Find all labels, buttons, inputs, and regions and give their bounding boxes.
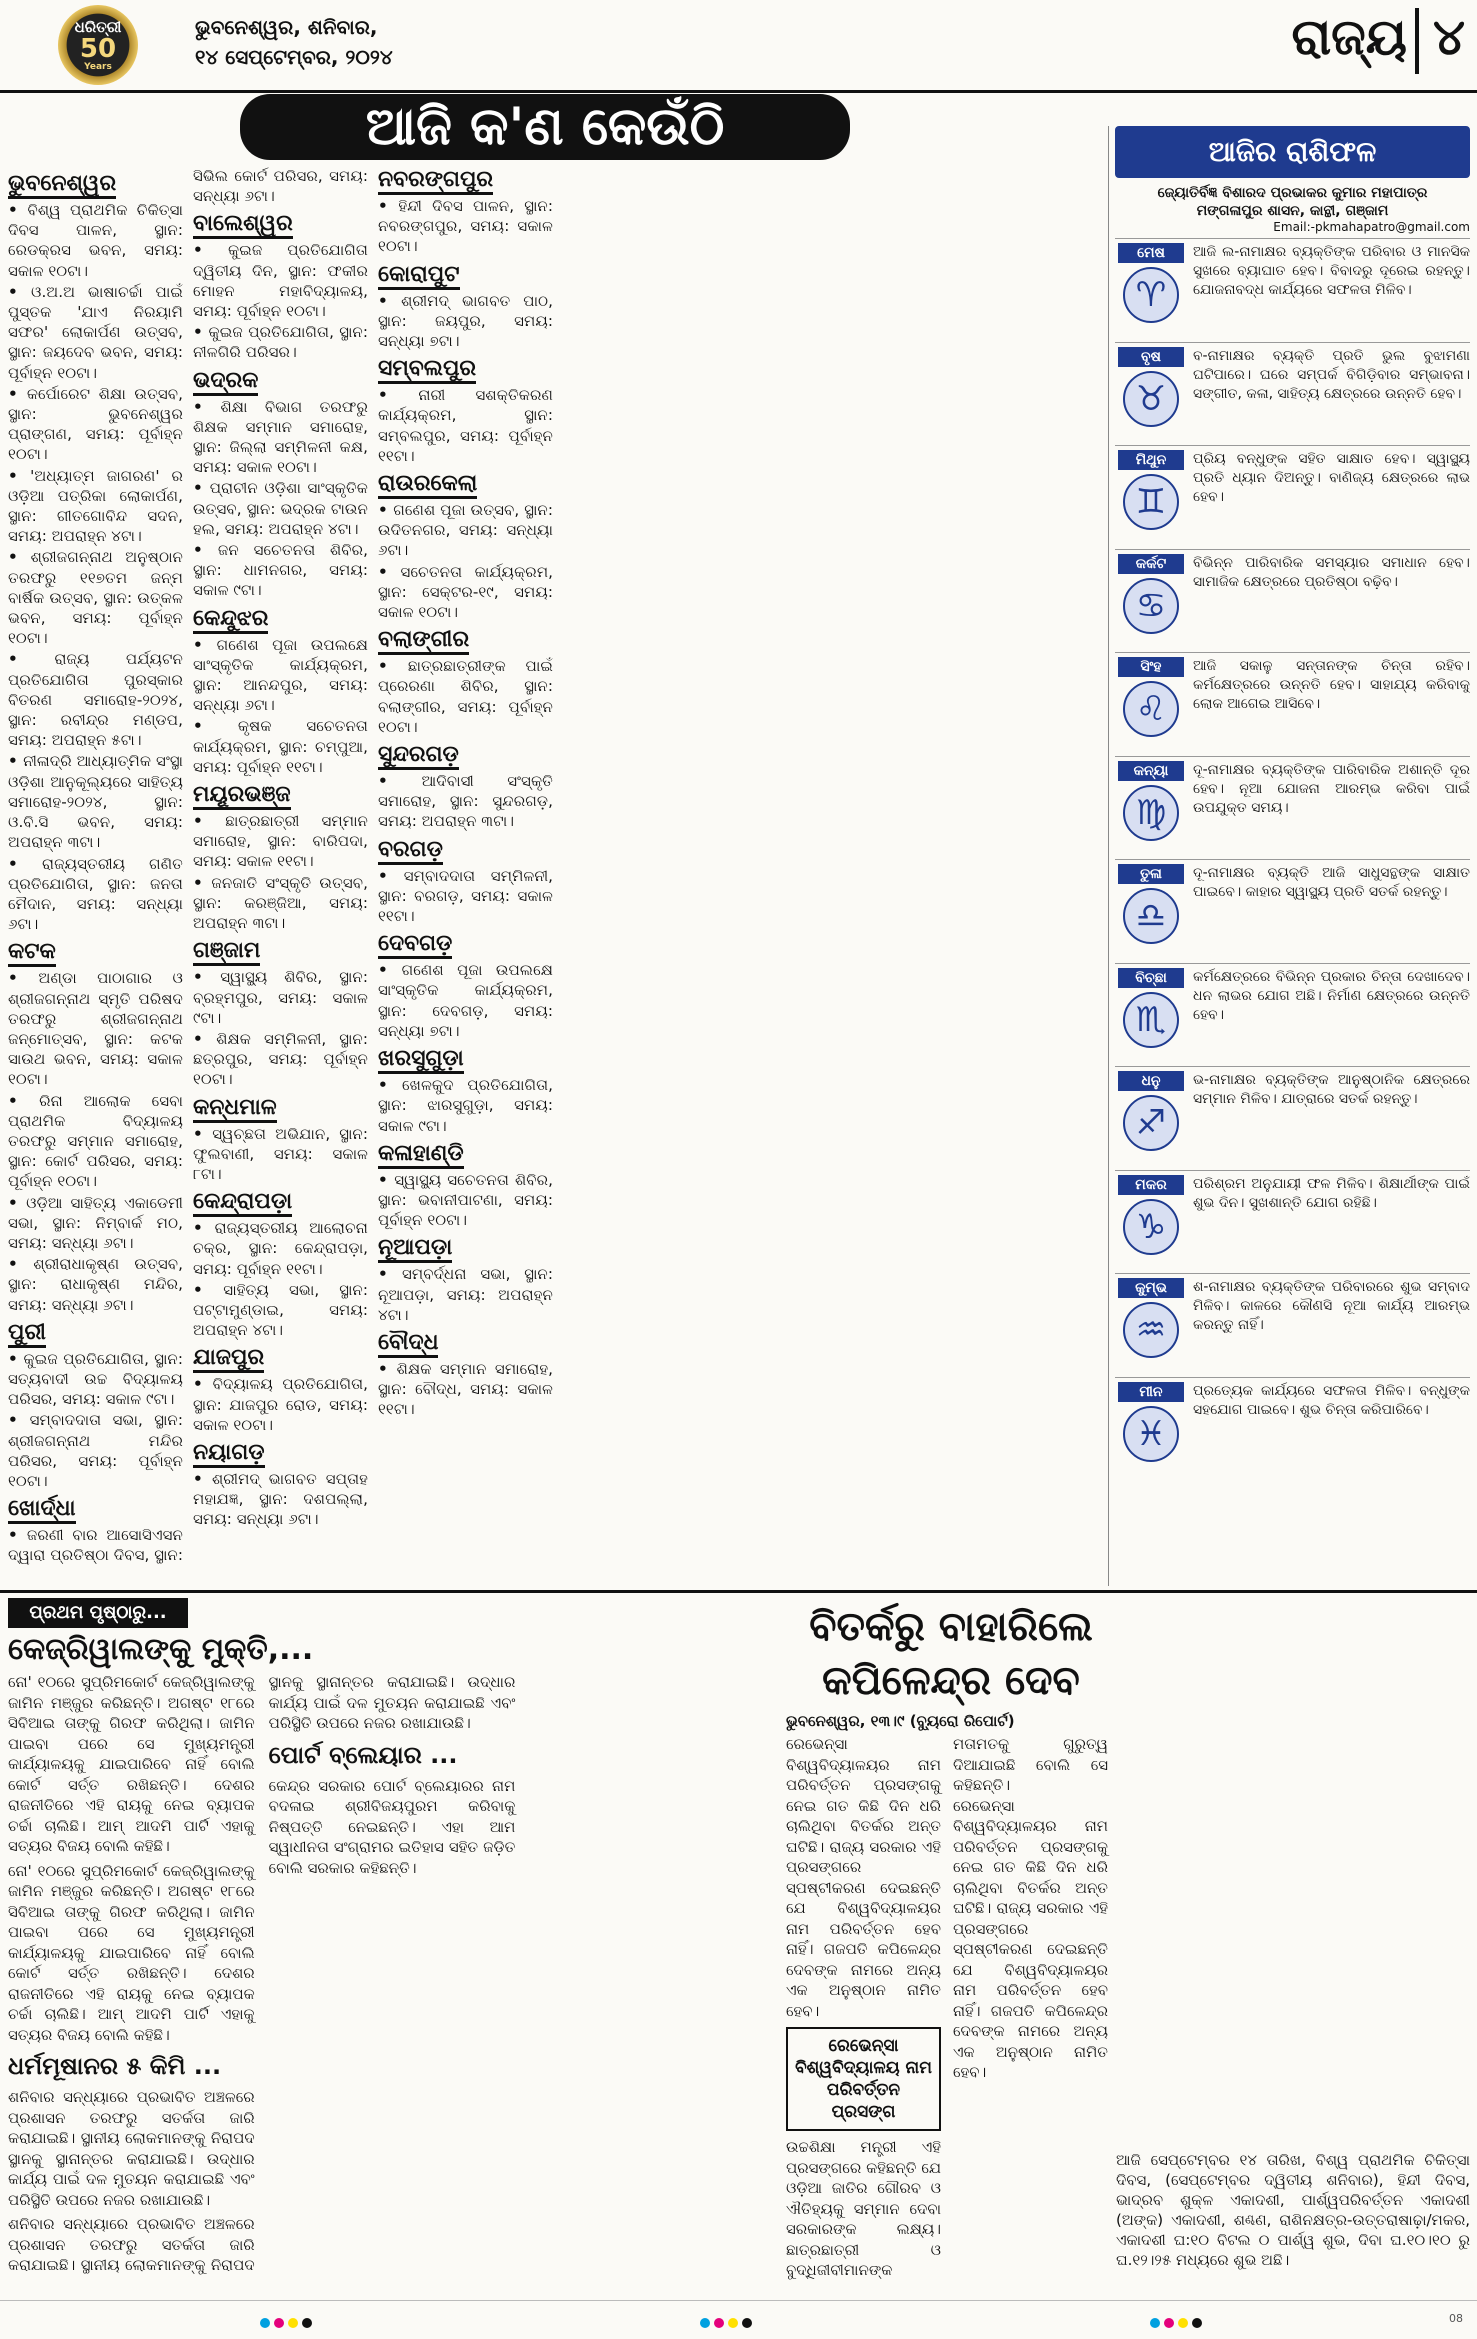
page-number: ୪ (1415, 8, 1465, 74)
sign-badge (1115, 761, 1187, 841)
event-entry: • ଓ.ଅ.ଅ ଭାଷାଚର୍ଚ୍ଚା ପାଇଁ ପୁସ୍ତକ 'ଯାଏ ନିରୟାମି ସଫର' ଲୋକାର୍ପଣ ଉତ୍ସବ, ସ୍ଥାନ: ଜୟଦେବ ଭବନ, ସମୟ: ପୂର୍ବାହ୍ନ ୧୦ଟା। (8, 282, 183, 383)
sign-name: ତୁଳା (1118, 864, 1184, 884)
zodiac-symbol-icon: ♌ (1123, 681, 1179, 737)
black-dot (302, 2318, 312, 2328)
sign-prediction: ଆଜି ସକାଳୁ ସନ୍ତାନଙ୍କ ଚିନ୍ତା ରହିବ। କର୍ମକ୍ଷେତ୍ରରେ ଉନ୍ନତି ହେବ। ସାହାଯ୍ୟ କରିବାକୁ ଲୋକ ଆଗେଇ ଆସିବେ। (1193, 658, 1470, 712)
registration-marks-center (700, 2318, 752, 2328)
city-heading (8, 1495, 183, 1523)
story2-headline (786, 1600, 1116, 1708)
city-name: କୋରାପୁଟ (378, 262, 460, 290)
story2-body (786, 1734, 1108, 2284)
sign-badge (1115, 1382, 1187, 1462)
zodiac-symbol-icon: ♎ (1123, 888, 1179, 944)
zodiac-sign-row (1115, 342, 1470, 446)
city-heading (378, 1329, 553, 1357)
event-entry: • ଶିକ୍ଷକ ସମ୍ମିଳନୀ, ସ୍ଥାନ: ଛତ୍ରପୁର, ସମୟ: ପୂର୍ବାହ୍ନ ୧୦ଟା। (193, 1029, 368, 1090)
magenta-dot (274, 2318, 284, 2328)
sign-name: ମୀନ (1118, 1382, 1184, 1402)
city-name: ବୌଦ୍ଧ (378, 1330, 438, 1358)
zodiac-sign-row (1115, 652, 1470, 756)
sign-name: କର୍କଟ (1118, 554, 1184, 574)
event-entry: • ଶିକ୍ଷକ ସମ୍ମାନ ସମାରୋହ, ସ୍ଥାନ: ବୌଦ୍ଧ, ସମୟ: ସକାଳ ୧୧ଟା। (378, 1359, 553, 1420)
horoscope-title: ଆଜିର ରାଶିଫଳ (1115, 126, 1470, 178)
city-heading (378, 1234, 553, 1262)
sign-prediction: ବିଭିନ୍ନ ପାରିବାରିକ ସମସ୍ୟାର ସମାଧାନ ହେବ। ସାମାଜିକ କ୍ଷେତ୍ରରେ ପ୍ରତିଷ୍ଠା ବଢ଼ିବ। (1193, 554, 1470, 590)
sign-badge (1115, 243, 1187, 323)
sign-badge (1115, 968, 1187, 1048)
sign-badge (1115, 1278, 1187, 1358)
city-heading (378, 1140, 553, 1168)
horoscope-author (1115, 184, 1470, 220)
lower-section-rule (0, 1590, 1477, 1593)
event-entry: • ଜରଣୀ ବାର ଆସୋସିଏସନ ଦ୍ୱାରା ପ୍ରତିଷ୍ଠା ଦିବସ, ସ୍ଥାନ: ସିଭିଲ କୋର୍ଟ ପରିସର, ସମୟ: ସନ୍ଧ୍ୟା ୬ଟା। (8, 166, 368, 1586)
dateline-date: ୧୪ ସେପ୍ଟେମ୍ବର, ୨୦୨୪ (195, 45, 393, 69)
event-entry: • ଗଣେଶ ପୂଜା ଉପଲକ୍ଷେ ସାଂସ୍କୃତିକ କାର୍ଯ୍ୟକ୍ରମ, ସ୍ଥାନ: ଦେବଗଡ଼, ସମୟ: ସନ୍ଧ୍ୟା ୭ଟା। (378, 960, 553, 1041)
story1-subhead: ଧର୍ମମୂଷାନର ୫ କିମି ... (8, 2052, 222, 2080)
event-entry: • କୁଇଜ ପ୍ରତିଯୋଗିତା ଦ୍ୱିତୀୟ ଦିନ, ସ୍ଥାନ: ଫକୀର ମୋହନ ମହାବିଦ୍ୟାଳୟ, ସମୟ: ପୂର୍ବାହ୍ନ ୧୦ଟା। (193, 240, 368, 321)
zodiac-symbol-icon: ♍ (1123, 785, 1179, 841)
city-name: ଯାଜପୁର (193, 1345, 264, 1373)
story2-paragraph: ରେଭେନ୍ସା ବିଶ୍ୱବିଦ୍ୟାଳୟର ନାମ ପରିବର୍ତ୍ତନ ପ୍ରସଙ୍ଗକୁ ନେଇ ଗତ କିଛି ଦିନ ଧରି ଚାଲିଥିବା ବିତର୍କର ଅନ୍ତ ଘଟିଛି। ରାଜ୍ୟ ସରକାର ଏହି ପ୍ରସଙ୍ଗରେ ସ୍ପଷ୍ଟୀକରଣ ଦେଇଛନ୍ତି ଯେ ବିଶ୍ୱବିଦ୍ୟାଳୟର ନାମ ପରିବର୍ତ୍ତନ ହେବ ନାହିଁ। ଗଜପତି କପିଳେନ୍ଦ୍ର ଦେବଙ୍କ ନାମରେ ଅନ୍ୟ ଏକ ଅନୁଷ୍ଠାନ ନାମିତ ହେବ। (953, 1796, 1108, 2081)
sign-badge (1115, 864, 1187, 944)
city-name: ଭଦ୍ରକ (193, 368, 258, 396)
event-entry: • ସ୍ୱାସ୍ଥ୍ୟ ଶିବିର, ସ୍ଥାନ: ବ୍ରହ୍ମପୁର, ସମୟ: ସକାଳ ୯ଟା। (193, 967, 368, 1028)
zodiac-symbol-icon: ♒ (1123, 1302, 1179, 1358)
city-name: କଟକ (8, 939, 56, 967)
zodiac-sign-row (1115, 859, 1470, 963)
city-name: ସମ୍ବଲପୁର (378, 356, 476, 384)
story2-headline-line1: ବିତର୍କରୁ ବାହାରିଲେ (809, 1604, 1093, 1650)
zodiac-symbol-icon: ♐ (1123, 1095, 1179, 1151)
event-entry: • 'ଅଧ୍ୟାତ୍ମ ଜାଗରଣ' ର ଓଡ଼ିଆ ପତ୍ରିକା ଲୋକାର୍ପଣ, ସ୍ଥାନ: ଗୀତଗୋବିନ୍ଦ ସଦନ, ସମୟ: ଅପରାହ୍ନ ୪ଟା। (8, 466, 183, 547)
cyan-dot (700, 2318, 710, 2328)
event-entry: • ସମ୍ବର୍ଦ୍ଧନା ସଭା, ସ୍ଥାନ: ନୂଆପଡ଼ା, ସମୟ: ଅପରାହ୍ନ ୪ଟା। (378, 1264, 553, 1325)
sign-name: ମିଥୁନ (1118, 450, 1184, 470)
zodiac-sign-row (1115, 1273, 1470, 1377)
story2-headline-line2: କପିଳେନ୍ଦ୍ର ଦେବ (822, 1658, 1080, 1704)
city-heading (193, 1344, 368, 1372)
city-name: ନବରଙ୍ଗପୁର (378, 167, 493, 195)
front-page-continuation-tag: ପ୍ରଥମ ପୃଷ୍ଠାରୁ... (8, 1598, 188, 1628)
events-listing (8, 166, 1108, 1586)
event-entry: • କୃଷକ ସଚେତନତା କାର୍ଯ୍ୟକ୍ରମ, ସ୍ଥାନ: ଚମ୍ପୁଆ, ସମୟ: ପୂର୍ବାହ୍ନ ୧୧ଟା। (193, 716, 368, 777)
event-entry: • ଶ୍ରୀରାଧାକୃଷ୍ଣ ଉତ୍ସବ, ସ୍ଥାନ: ରାଧାକୃଷ୍ଣ ମନ୍ଦିର, ସମୟ: ସନ୍ଧ୍ୟା ୬ଟା। (8, 1254, 183, 1315)
sign-prediction: ବ-ନାମାକ୍ଷର ବ୍ୟକ୍ତି ପ୍ରତି ଭୁଲ ବୁଝାମଣା ଘଟିପାରେ। ଘରେ ସମ୍ପର୍କ ବିଗିଡ଼ିବାର ସମ୍ଭାବନା। ସଙ୍ଗୀତ, କଳା, ସାହିତ୍ୟ କ୍ଷେତ୍ରରେ ଉନ୍ନତି ହେବ। (1193, 347, 1470, 402)
sign-prediction: ଆଜି ଲ-ନାମାକ୍ଷର ବ୍ୟକ୍ତିଙ୍କ ପରିବାର ଓ ମାନସିକ ସୁଖରେ ବ୍ୟାଘାତ ହେବ। ବିବାଦରୁ ଦୂରେଇ ରହନ୍ତୁ। ଯୋଜନାବଦ୍ଧ କାର୍ଯ୍ୟରେ ସଫଳତା ମିଳିବ। (1193, 244, 1470, 298)
event-entry: • ବିଦ୍ୟାଳୟ ପ୍ରତିଯୋଗିତା, ସ୍ଥାନ: ଯାଜପୁର ରୋଡ, ସମୟ: ସକାଳ ୧୦ଟା। (193, 1374, 368, 1435)
cyan-dot (1150, 2318, 1160, 2328)
zodiac-sign-row (1115, 238, 1470, 342)
zodiac-symbol-icon: ♓ (1123, 1406, 1179, 1462)
city-heading (378, 166, 553, 194)
logo-years: Years (84, 62, 112, 72)
event-entry: • ସାହିତ୍ୟ ସଭା, ସ୍ଥାନ: ପଟ୍ଟାମୁଣ୍ଡାଇ, ସମୟ: ଅପରାହ୍ନ ୪ଟା। (193, 1280, 368, 1341)
events-banner: ଆଜି କ'ଣ କେଉଁଠି (240, 94, 850, 160)
event-entry: • ନାରୀ ସଶକ୍ତିକରଣ କାର୍ଯ୍ୟକ୍ରମ, ସ୍ଥାନ: ସମ୍ବଲପୁର, ସମୟ: ପୂର୍ବାହ୍ନ ୧୧ଟା। (378, 385, 553, 466)
city-name: କେନ୍ଦୁଝର (193, 606, 268, 634)
event-entry: • ରାଜ୍ୟସ୍ତରୀୟ ଆଲୋଚନା ଚକ୍ର, ସ୍ଥାନ: କେନ୍ଦ୍ରାପଡ଼ା, ସମୟ: ପୂର୍ବାହ୍ନ ୧୧ଟା। (193, 1218, 368, 1279)
zodiac-sign-row (1115, 1377, 1470, 1481)
story2-highlight-box: ରେଭେନ୍ସା ବିଶ୍ୱବିଦ୍ୟାଳୟ ନାମ ପରିବର୍ତ୍ତନ ପ୍ରସଙ୍ଗ (786, 2027, 941, 2131)
event-entry: • ଶ୍ରୀମଦ୍ ଭାଗବତ ସପ୍ତାହ ମହାଯଜ୍ଞ, ସ୍ଥାନ: ଦଶପଲ୍ଲା, ସମୟ: ସନ୍ଧ୍ୟା ୬ଟା। (193, 1469, 368, 1530)
logo-brand: ଧରିତ୍ରୀ (74, 18, 122, 36)
city-heading (378, 355, 553, 383)
city-heading (193, 1188, 368, 1216)
zodiac-sign-row (1115, 1170, 1470, 1274)
sign-prediction: ପରିଶ୍ରମ ଅନୁଯାୟୀ ଫଳ ମିଳିବ। ଶିକ୍ଷାର୍ଥୀଙ୍କ ପାଇଁ ଶୁଭ ଦିନ। ସୁଖଶାନ୍ତି ଯୋଗ ରହିଛି। (1193, 1175, 1470, 1211)
sign-prediction: କର୍ମକ୍ଷେତ୍ରରେ ବିଭିନ୍ନ ପ୍ରକାର ଚିନ୍ତା ଦେଖାଦେବ। ଧନ ଲାଭର ଯୋଗ ଅଛି। ନିର୍ମାଣ କ୍ଷେତ୍ରରେ ଉନ୍ନତି ହେବ। (1193, 968, 1470, 1023)
story1-paragraph: ନୋ' ୧୦ରେ ସୁପ୍ରିମକୋର୍ଟ କେଜ୍ରିୱାଲଙ୍କୁ ଜାମିନ ମଞ୍ଜୁର କରିଛନ୍ତି। ଅଗଷ୍ଟ ୧୮ରେ ସିବିଆଇ ତାଙ୍କୁ ଗିରଫ କରିଥିଲା। ଜାମିନ ପାଇବା ପରେ ସେ ମୁଖ୍ୟମନ୍ତ୍ରୀ କାର୍ଯ୍ୟାଳୟକୁ ଯାଇପାରିବେ ନାହିଁ ବୋଲି କୋର୍ଟ ସର୍ତ୍ତ ରଖିଛନ୍ତି। ଦେଶର ରାଜନୀତିରେ ଏହି ରାୟକୁ ନେଇ ବ୍ୟାପକ ଚର୍ଚ୍ଚା ଚାଲିଛି। ଆମ୍ ଆଦମି ପାର୍ଟି ଏହାକୁ ସତ୍ୟର ବିଜୟ ବୋଲି କହିଛି। (8, 1673, 255, 1855)
sign-name: ଧନୁ (1118, 1071, 1184, 1091)
registration-marks-right (1150, 2318, 1202, 2328)
zodiac-sign-row (1115, 445, 1470, 549)
event-entry: • କୁଇଜ ପ୍ରତିଯୋଗିତା, ସ୍ଥାନ: ସତ୍ୟବାଦୀ ଉଚ୍ଚ ବିଦ୍ୟାଳୟ ପରିସର, ସମୟ: ସକାଳ ୯ଟା। (8, 1349, 183, 1410)
city-name: ବଲାଙ୍ଗୀର (378, 627, 469, 655)
story1-headline: କେଜ୍ରିୱାଲଙ୍କୁ ମୁକ୍ତି,... (8, 1632, 314, 1667)
registration-marks-left (260, 2318, 312, 2328)
event-entry: • ଶ୍ରୀମଦ୍ ଭାଗବତ ପାଠ, ସ୍ଥାନ: ଜୟପୁର, ସମୟ: ସନ୍ଧ୍ୟା ୭ଟା। (378, 291, 553, 352)
city-name: ବରଗଡ଼ (378, 837, 443, 865)
city-name: ଗଞ୍ଜାମ (193, 938, 260, 966)
event-entry: • ସ୍ୱଚ୍ଛତା ଅଭିଯାନ, ସ୍ଥାନ: ଫୁଲବାଣୀ, ସମୟ: ସକାଳ ୮ଟା। (193, 1124, 368, 1185)
cyan-dot (260, 2318, 270, 2328)
black-dot (742, 2318, 752, 2328)
story1-paragraph: ନୋ' ୧୦ରେ ସୁପ୍ରିମକୋର୍ଟ କେଜ୍ରିୱାଲଙ୍କୁ ଜାମିନ ମଞ୍ଜୁର କରିଛନ୍ତି। ଅଗଷ୍ଟ ୧୮ରେ ସିବିଆଇ ତାଙ୍କୁ ଗିରଫ କରିଥିଲା। ଜାମିନ ପାଇବା ପରେ ସେ ମୁଖ୍ୟମନ୍ତ୍ରୀ କାର୍ଯ୍ୟାଳୟକୁ ଯାଇପାରିବେ ନାହିଁ ବୋଲି କୋର୍ଟ ସର୍ତ୍ତ ରଖିଛନ୍ତି। ଦେଶର ରାଜନୀତିରେ ଏହି ରାୟକୁ ନେଇ ବ୍ୟାପକ ଚର୍ଚ୍ଚା ଚାଲିଛି। ଆମ୍ ଆଦମି ପାର୍ଟି ଏହାକୁ ସତ୍ୟର ବିଜୟ ବୋଲି କହିଛି। (8, 1861, 255, 2044)
event-entry: • ରାଜ୍ୟସ୍ତରୀୟ ଗଣିତ ପ୍ରତିଯୋଗିତା, ସ୍ଥାନ: ଜନତା ମୈଦାନ, ସମୟ: ସନ୍ଧ୍ୟା ୬ଟା। (8, 854, 183, 935)
story2-paragraph: ରେଭେନ୍ସା ବିଶ୍ୱବିଦ୍ୟାଳୟର ନାମ ପରିବର୍ତ୍ତନ ପ୍ରସଙ୍ଗକୁ ନେଇ ଗତ କିଛି ଦିନ ଧରି ଚାଲିଥିବା ବିତର୍କର ଅନ୍ତ ଘଟିଛି। ରାଜ୍ୟ ସରକାର ଏହି ପ୍ରସଙ୍ଗରେ ସ୍ପଷ୍ଟୀକରଣ ଦେଇଛନ୍ତି ଯେ ବିଶ୍ୱବିଦ୍ୟାଳୟର ନାମ ପରିବର୍ତ୍ତନ ହେବ ନାହିଁ। ଗଜପତି କପିଳେନ୍ଦ୍ର ଦେବଙ୍କ ନାମରେ ଅନ୍ୟ ଏକ ଅନୁଷ୍ଠାନ ନାମିତ ହେବ। (786, 1735, 941, 2020)
story2-paragraph: ଉଚ୍ଚଶିକ୍ଷା ମନ୍ତ୍ରୀ ଏହି ପ୍ରସଙ୍ଗରେ କହିଛନ୍ତି ଯେ ଓଡ଼ିଆ ଜାତିର ଗୌରବ ଓ ଐତିହ୍ୟକୁ ସମ୍ମାନ ଦେବା ସରକାରଙ୍କ ଲକ୍ଷ୍ୟ। ଛାତ୍ରଛାତ୍ରୀ ଓ ବୁଦ୍ଧିଜୀବୀମାନଙ୍କ ମତାମତକୁ ଗୁରୁତ୍ୱ ଦିଆଯାଇଛି ବୋଲି ସେ କହିଛନ୍ତି। (786, 1735, 1108, 2279)
zodiac-symbol-icon: ♉ (1123, 371, 1179, 427)
event-entry: • ଶ୍ରୀଜଗନ୍ନାଥ ଅନୁଷ୍ଠାନ ତରଫରୁ ୧୧୭ତମ ଜନ୍ମ ବାର୍ଷିକ ଉତ୍ସବ, ସ୍ଥାନ: ଉତ୍କଳ ଭବନ, ସମୟ: ପୂର୍ବାହ୍ନ ୧୦ଟା। (8, 547, 183, 648)
masthead-rule (0, 90, 1477, 93)
city-name: କନ୍ଧମାଳ (193, 1095, 277, 1123)
event-entry: • ପ୍ରାଚୀନ ଓଡ଼ିଶା ସାଂସ୍କୃତିକ ଉତ୍ସବ, ସ୍ଥାନ: ଭଦ୍ରକ ଟାଉନ ହଲ, ସମୟ: ଅପରାହ୍ନ ୪ଟା। (193, 478, 368, 539)
sign-badge (1115, 554, 1187, 634)
page-code: 08 (1449, 2312, 1463, 2325)
zodiac-symbol-icon: ♑ (1123, 1199, 1179, 1255)
event-entry: • ଗଣେଶ ପୂଜା ଉପଲକ୍ଷେ ସାଂସ୍କୃତିକ କାର୍ଯ୍ୟକ୍ରମ, ସ୍ଥାନ: ଆନନ୍ଦପୁର, ସମୟ: ସନ୍ଧ୍ୟା ୬ଟା। (193, 635, 368, 716)
author-email: Email:-pkmahapatro@gmail.com (1273, 220, 1470, 234)
masthead (0, 0, 1477, 92)
sign-name: ବିଚ୍ଛା (1118, 968, 1184, 988)
event-entry: • ସଚେତନତା କାର୍ଯ୍ୟକ୍ରମ, ସ୍ଥାନ: ସେକ୍ଟର-୧୯, ସମୟ: ସକାଳ ୧୦ଟା। (378, 562, 553, 623)
city-heading (193, 210, 368, 238)
logo-number: 50 (79, 34, 117, 64)
zodiac-symbol-icon: ♏ (1123, 992, 1179, 1048)
city-name: ନୂଆପଡ଼ା (378, 1235, 452, 1263)
zodiac-symbol-icon: ♊ (1123, 474, 1179, 530)
magenta-dot (1164, 2318, 1174, 2328)
city-heading (378, 626, 553, 654)
story1-paragraph: ଶନିବାର ସନ୍ଧ୍ୟାରେ ପ୍ରଭାବିତ ଅଞ୍ଚଳରେ ପ୍ରଶାସନ ତରଫରୁ ସତର୍କତା ଜାରି କରାଯାଇଛି। ସ୍ଥାନୀୟ ଲୋକମାନଙ୍କୁ ନିରାପଦ ସ୍ଥାନକୁ ସ୍ଥାନାନ୍ତର କରାଯାଇଛି। ଉଦ୍ଧାର କାର୍ଯ୍ୟ ପାଇଁ ଦଳ ମୁତୟନ କରାଯାଇଛି ଏବଂ ପରିସ୍ଥିତି ଉପରେ ନଜର ରଖାଯାଉଛି। (8, 2088, 255, 2209)
city-heading (8, 170, 183, 198)
event-entry: • ଛାତ୍ରଛାତ୍ରୀ ସମ୍ମାନ ସମାରୋହ, ସ୍ଥାନ: ବାରିପଦା, ସମୟ: ସକାଳ ୧୧ଟା। (193, 811, 368, 872)
sign-name: ମକର (1118, 1175, 1184, 1195)
city-name: ରାଉରକେଲା (378, 471, 477, 499)
city-heading (378, 930, 553, 958)
anniversary-emblem (58, 5, 138, 85)
zodiac-sign-row (1115, 549, 1470, 653)
zodiac-sign-row (1115, 963, 1470, 1067)
city-heading (378, 261, 553, 289)
newspaper-logo (8, 4, 188, 86)
footer-rule (0, 2300, 1477, 2301)
event-entry: • ସମ୍ବାଦଦାତା ସଭା, ସ୍ଥାନ: ଶ୍ରୀଜଗନ୍ନାଥ ମନ୍ଦିର ପରିସର, ସମୟ: ପୂର୍ବାହ୍ନ ୧୦ଟା। (8, 1410, 183, 1491)
story1-paragraph: ଶନିବାର ସନ୍ଧ୍ୟାରେ ପ୍ରଭାବିତ ଅଞ୍ଚଳରେ ପ୍ରଶାସନ ତରଫରୁ ସତର୍କତା ଜାରି କରାଯାଇଛି। ସ୍ଥାନୀୟ ଲୋକମାନଙ୍କୁ ନିରାପଦ ସ୍ଥାନକୁ ସ୍ଥାନାନ୍ତର କରାଯାଇଛି। ଉଦ୍ଧାର କାର୍ଯ୍ୟ ପାଇଁ ଦଳ ମୁତୟନ କରାଯାଇଛି ଏବଂ ପରିସ୍ଥିତି ଉପରେ ନଜର ରଖାଯାଉଛି। (8, 1673, 516, 2274)
sign-prediction: ପ୍ରିୟ ବନ୍ଧୁଙ୍କ ସହିତ ସାକ୍ଷାତ ହେବ। ସ୍ୱାସ୍ଥ୍ୟ ପ୍ରତି ଧ୍ୟାନ ଦିଅନ୍ତୁ। ବାଣିଜ୍ୟ କ୍ଷେତ୍ରରେ ଲାଭ ହେବ। (1193, 451, 1470, 505)
sign-prediction: ପ୍ରତ୍ୟେକ କାର୍ଯ୍ୟରେ ସଫଳତା ମିଳିବ। ବନ୍ଧୁଙ୍କ ସହଯୋଗ ପାଇବେ। ଶୁଭ ଚିନ୍ତା କରିପାରିବେ। (1193, 1382, 1470, 1418)
sign-prediction: ଭ-ନାମାକ୍ଷର ବ୍ୟକ୍ତିଙ୍କ ଆନୁଷ୍ଠାନିକ କ୍ଷେତ୍ରରେ ସମ୍ମାନ ମିଳିବ। ଯାତ୍ରାରେ ସତର୍କ ରହନ୍ତୁ। (1193, 1072, 1470, 1107)
city-heading (8, 938, 183, 966)
event-entry: • ସ୍ୱାସ୍ଥ୍ୟ ସଚେତନତା ଶିବିର, ସ୍ଥାନ: ଭବାନୀପାଟଣା, ସମୟ: ପୂର୍ବାହ୍ନ ୧୦ଟା। (378, 1170, 553, 1231)
black-dot (1192, 2318, 1202, 2328)
magenta-dot (714, 2318, 724, 2328)
sign-name: କୁମ୍ଭ (1118, 1278, 1184, 1298)
city-name: ଖରସୁଗୁଡ଼ା (378, 1046, 464, 1074)
sign-name: ମେଷ (1118, 243, 1184, 263)
city-name: ନୟାଗଡ଼ (193, 1440, 265, 1468)
event-entry: • ବିଶ୍ୱ ପ୍ରାଥମିକ ଚିକିତ୍ସା ଦିବସ ପାଳନ, ସ୍ଥାନ: ରେଡକ୍ରସ ଭବନ, ସମୟ: ସକାଳ ୧୦ଟା। (8, 200, 183, 281)
sign-badge (1115, 657, 1187, 737)
event-entry: • ଜନ ସଚେତନତା ଶିବିର, ସ୍ଥାନ: ଧାମନଗର, ସମୟ: ସକାଳ ୯ଟା। (193, 540, 368, 601)
city-heading (8, 1319, 183, 1347)
event-entry: • ଓଡ଼ିଆ ସାହିତ୍ୟ ଏକାଡେମୀ ସଭା, ସ୍ଥାନ: ନିମ୍ବାର୍କ ମଠ, ସମୟ: ସନ୍ଧ୍ୟା ୬ଟା। (8, 1193, 183, 1254)
city-heading (193, 937, 368, 965)
city-name: କେନ୍ଦ୍ରାପଡ଼ା (193, 1189, 292, 1217)
horoscope-section (1108, 126, 1470, 1586)
sign-name: କନ୍ୟା (1118, 761, 1184, 781)
sign-badge (1115, 1071, 1187, 1151)
sign-prediction: ଦୂ-ନାମାକ୍ଷର ବ୍ୟକ୍ତିଙ୍କ ପାରିବାରିକ ଅଶାନ୍ତି ଦୂର ହେବ। ନୂଆ ଯୋଜନା ଆରମ୍ଭ କରିବା ପାଇଁ ଉପଯୁକ୍ତ ସମୟ। (1193, 761, 1470, 816)
sign-badge (1115, 450, 1187, 530)
story1-paragraph: କେନ୍ଦ୍ର ସରକାର ପୋର୍ଟ ବ୍ଲେୟାରର ନାମ ବଦଳାଇ ଶ୍ରୀବିଜୟପୁରମ କରିବାକୁ ନିଷ୍ପତ୍ତି ନେଇଛନ୍ତି। ଏହା ଆମ ସ୍ୱାଧୀନତା ସଂଗ୍ରାମର ଇତିହାସ ସହିତ ଜଡ଼ିତ ବୋଲି ସରକାର କହିଛନ୍ତି। (268, 1776, 516, 1877)
city-heading (193, 605, 368, 633)
event-entry: • ଆଦିବାସୀ ସଂସ୍କୃତି ସମାରୋହ, ସ୍ଥାନ: ସୁନ୍ଦରଗଡ଼, ସମୟ: ଅପରାହ୍ନ ୩ଟା। (378, 771, 553, 832)
sign-badge (1115, 347, 1187, 427)
city-heading (193, 1094, 368, 1122)
event-entry: • ଖେଳକୁଦ ପ୍ରତିଯୋଗିତା, ସ୍ଥାନ: ଝାରସୁଗୁଡ଼ା, ସମୟ: ସକାଳ ୯ଟା। (378, 1075, 553, 1136)
sign-name: ସିଂହ (1118, 657, 1184, 677)
event-entry: • ଶିକ୍ଷା ବିଭାଗ ତରଫରୁ ଶିକ୍ଷକ ସମ୍ମାନ ସମାରୋହ, ସ୍ଥାନ: ଜିଲ୍ଲା ସମ୍ମିଳନୀ କକ୍ଷ, ସମୟ: ସକାଳ ୧୦ଟା। (193, 397, 368, 478)
event-entry: • ରାଜ୍ୟ ପର୍ଯ୍ୟଟନ ପ୍ରତିଯୋଗିତା ପୁରସ୍କାର ବିତରଣ ସମାରୋହ-୨୦୨୪, ସ୍ଥାନ: ରବୀନ୍ଦ୍ର ମଣ୍ଡପ, ସମୟ: ଅପରାହ୍ନ ୫ଟା। (8, 649, 183, 750)
section-name: ରାଜ୍ୟ (1291, 8, 1407, 66)
zodiac-symbol-icon: ♈ (1123, 267, 1179, 323)
city-name: ଭୁବନେଶ୍ୱର (8, 171, 116, 199)
sign-prediction: ଦୂ-ନାମାକ୍ଷର ବ୍ୟକ୍ତି ଆଜି ସାଧୁସନ୍ଥଙ୍କ ସାକ୍ଷାତ ପାଇବେ। କାହାର ସ୍ୱାସ୍ଥ୍ୟ ପ୍ରତି ସତର୍କ ରହନ୍ତୁ। (1193, 865, 1470, 900)
event-entry: • କର୍ପୋରେଟ ଶିକ୍ଷା ଉତ୍ସବ, ସ୍ଥାନ: ଭୁବନେଶ୍ୱର ପ୍ରାଙ୍ଗଣ, ସମୟ: ପୂର୍ବାହ୍ନ ୧୦ଟା। (8, 384, 183, 465)
yellow-dot (1178, 2318, 1188, 2328)
city-heading (193, 781, 368, 809)
city-name: ଖୋର୍ଦ୍ଧା (8, 1496, 76, 1524)
city-heading (378, 1045, 553, 1073)
dateline-place-day: ଭୁବନେଶ୍ୱର, ଶନିବାର, (195, 15, 378, 39)
sign-name: ବୃଷ (1118, 347, 1184, 367)
sign-badge (1115, 1175, 1187, 1255)
author-place: ମଙ୍ଗଳାପୁର ଶାସନ, କାନ୍ଥୀ, ଗଞ୍ଜାମ (1196, 203, 1389, 219)
zodiac-sign-list (1115, 238, 1470, 1480)
city-name: ପୁରୀ (8, 1320, 46, 1348)
city-name: ଦେବଗଡ଼ (378, 931, 452, 959)
city-heading (378, 470, 553, 498)
sign-prediction: ଶ-ନାମାକ୍ଷର ବ୍ୟକ୍ତିଙ୍କ ପରିବାରରେ ଶୁଭ ସମ୍ବାଦ ମିଳିବ। କାଳରେ କୌଣସି ନୂଆ କାର୍ଯ୍ୟ ଆରମ୍ଭ କରନ୍ତୁ ନାହିଁ। (1193, 1279, 1470, 1333)
zodiac-sign-row (1115, 756, 1470, 860)
event-entry: • ଜନଜାତି ସଂସ୍କୃତି ଉତ୍ସବ, ସ୍ଥାନ: କରଞ୍ଜିଆ, ସମୟ: ଅପରାହ୍ନ ୩ଟା। (193, 873, 368, 934)
event-entry: • ଅଣ୍ଡା ପାଠାଗାର ଓ ଶ୍ରୀଜଗନ୍ନାଥ ସ୍ମୃତି ପରିଷଦ ତରଫରୁ ଶ୍ରୀଜଗନ୍ନାଥ ଜନ୍ମୋତ୍ସବ, ସ୍ଥାନ: କଟକ ସାଉଥ ଭବନ, ସମୟ: ସକାଳ ୧୦ଟା। (8, 968, 183, 1089)
zodiac-symbol-icon: ♋ (1123, 578, 1179, 634)
city-heading (378, 741, 553, 769)
city-heading (193, 1439, 368, 1467)
city-name: ସୁନ୍ଦରଗଡ଼ (378, 742, 459, 770)
city-name: ମୟୂରଭଞ୍ଜ (193, 782, 291, 810)
event-entry: • କୁଇଜ ପ୍ରତିଯୋଗିତା, ସ୍ଥାନ: ନୀଳଗିରି ପରିସର। (193, 322, 368, 362)
city-heading (378, 836, 553, 864)
story1-subhead-2: ପୋର୍ଟ ବ୍ଲେୟାର ... (268, 1740, 458, 1769)
city-heading (193, 367, 368, 395)
event-entry: • ରିନା ଆଲୋକ ସେବା ପ୍ରାଥମିକ ବିଦ୍ୟାଳୟ ତରଫରୁ ସମ୍ମାନ ସମାରୋହ, ସ୍ଥାନ: କୋର୍ଟ ପରିସର, ସମୟ: ପୂର୍ବାହ୍ନ ୧୦ଟା। (8, 1091, 183, 1192)
event-entry: • ସମ୍ବାଦଦାତା ସମ୍ମିଳନୀ, ସ୍ଥାନ: ବରଗଡ଼, ସମୟ: ସକାଳ ୧୧ଟା। (378, 866, 553, 927)
almanac-note: ଆଜି ସେପ୍ଟେମ୍ବର ୧୪ ତାରିଖ, ବିଶ୍ୱ ପ୍ରାଥମିକ ଚିକିତ୍ସା ଦିବସ, (ସେପ୍ଟେମ୍ବର ଦ୍ୱିତୀୟ ଶନିବାର), ହିନ୍ଦୀ ଦିବସ, ଭାଦ୍ରବ ଶୁକ୍ଳ ଏକାଦଶୀ, ପାର୍ଶ୍ୱପରିବର୍ତ୍ତନ ଏକାଦଶୀ (ଅଙ୍କ) ଏକାଦଶୀ, ଶଣ୍ଢଣ, ରାଶିନକ୍ଷତ୍ର-ଉତ୍ତରାଷାଢ଼ା/ମକର, ଏକାଦଶୀ ଘ:୧୦ ବିଟଲ ୦ ପାର୍ଶ୍ୱ ଶୁଭ, ଦିବା ଘ.୧୦।୧୦ ରୁ ଘ.୧୨।୨୫ ମଧ୍ୟରେ ଶୁଭ ଅଛି। (1116, 2151, 1470, 2269)
event-entry: • ଗଣେଶ ପୂଜା ଉତ୍ସବ, ସ୍ଥାନ: ଉଦିତନଗର, ସମୟ: ସନ୍ଧ୍ୟା ୬ଟା। (378, 500, 553, 561)
zodiac-sign-row (1115, 1066, 1470, 1170)
story1-body (8, 1672, 776, 2282)
city-name: ବାଲେଶ୍ୱର (193, 211, 293, 239)
event-entry: • ହିନ୍ଦୀ ଦିବସ ପାଳନ, ସ୍ଥାନ: ନବରଙ୍ଗପୁର, ସମୟ: ସକାଳ ୧୦ଟା। (378, 196, 553, 257)
yellow-dot (288, 2318, 298, 2328)
story2-byline: ଭୁବନେଶ୍ୱର, ୧୩।୯ (ବ୍ୟୁରୋ ରିପୋର୍ଟ) (786, 1712, 1015, 1730)
event-entry: • ନୀଳାଦ୍ରି ଆଧ୍ୟାତ୍ମିକ ସଂସ୍ଥା ଓଡ଼ିଶା ଆନୁକୂଲ୍ୟରେ ସାହିତ୍ୟ ସମାରୋହ-୨୦୨୪, ସ୍ଥାନ: ଓ.ବି.ସି ଭବନ, ସମୟ: ଅପରାହ୍ନ ୩ଟା। (8, 751, 183, 852)
dateline (195, 12, 393, 72)
yellow-dot (728, 2318, 738, 2328)
event-entry: • ଛାତ୍ରଛାତ୍ରୀଙ୍କ ପାଇଁ ପ୍ରେରଣା ଶିବିର, ସ୍ଥାନ: ବଲାଙ୍ଗୀର, ସମୟ: ପୂର୍ବାହ୍ନ ୧୦ଟା। (378, 656, 553, 737)
author-name: ଜ୍ୟୋତିର୍ବିଜ୍ଞ ବିଶାରଦ ପ୍ରଭାକର କୁମାର ମହାପାତ୍ର (1157, 185, 1428, 201)
city-name: କଳାହାଣ୍ଡି (378, 1141, 464, 1169)
